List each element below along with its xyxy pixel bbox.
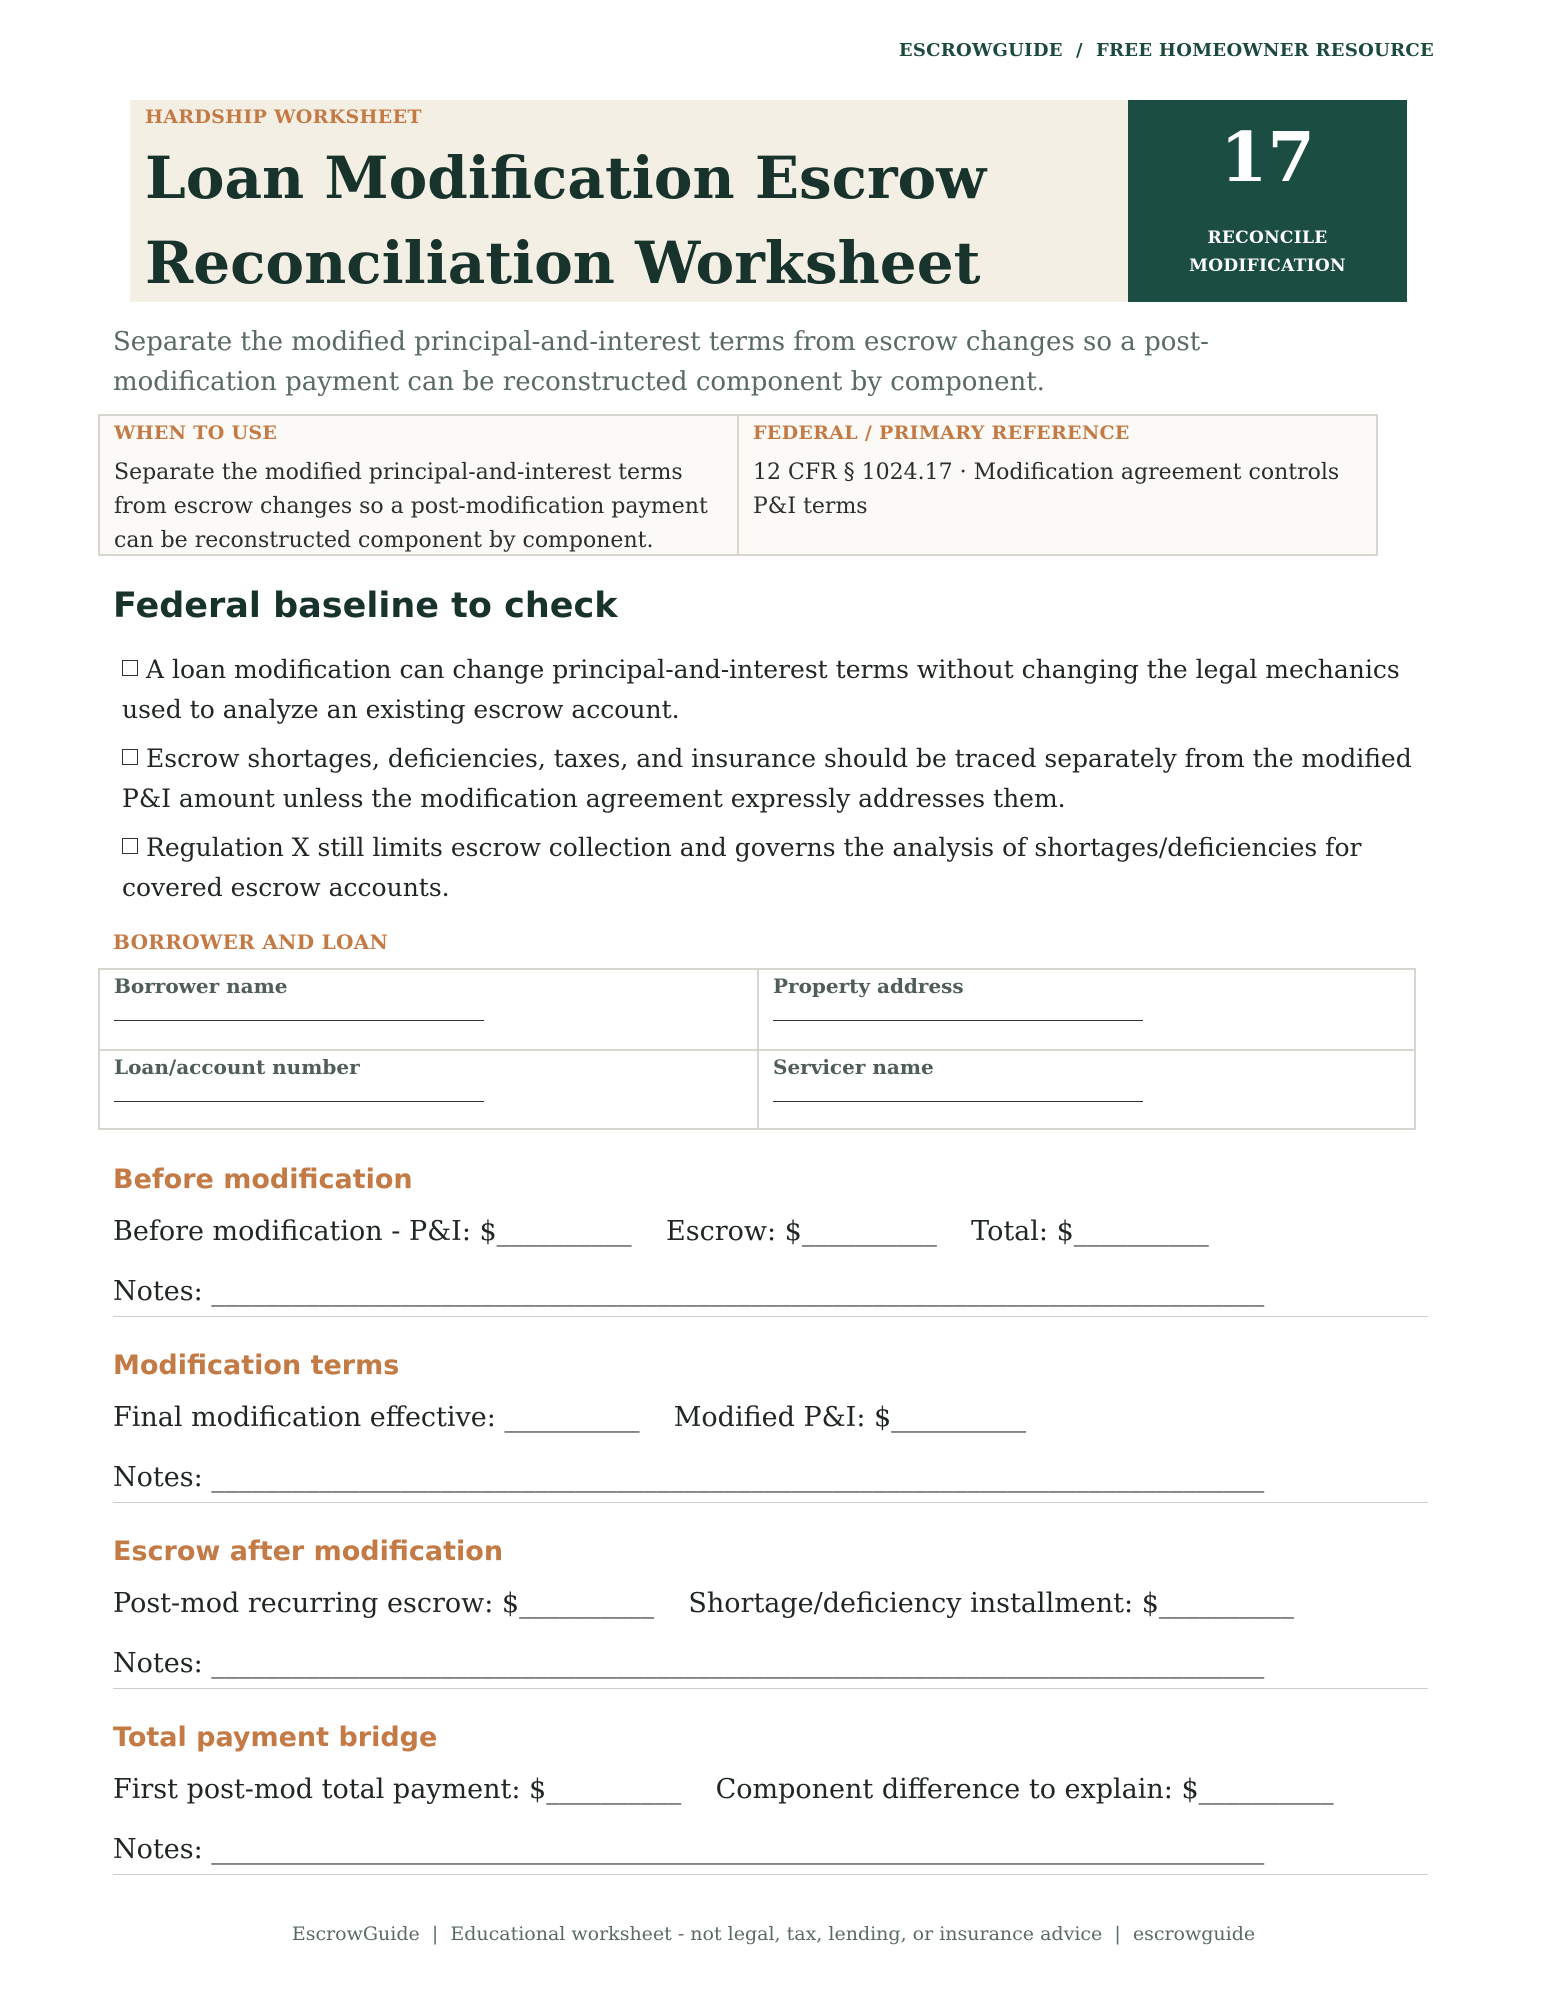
checkbox-icon[interactable] — [122, 838, 138, 854]
checkbox-icon[interactable] — [122, 749, 138, 765]
loan-number-field[interactable] — [114, 1101, 484, 1102]
worksheet-summary: Separate the modified principal-and-interest terms from escrow changes so a post-modification payment can be reconstructed component by component. — [113, 327, 1209, 397]
worksheet-title: Loan Modification Escrow Reconciliation Worksheet — [145, 144, 987, 297]
section-escrow-after-modification — [113, 1530, 1428, 1689]
section-fields[interactable]: First post-mod total payment: $__________ Component difference to explain: $__________ — [113, 1774, 1334, 1805]
baseline-checklist — [122, 650, 1427, 917]
section-total-payment-bridge — [113, 1716, 1428, 1875]
notes-field[interactable]: Notes: ______________________________________________________________________________ — [113, 1834, 1265, 1865]
checklist-item — [122, 650, 1427, 730]
checklist-item — [122, 739, 1427, 819]
reference-text: 12 CFR § 1024.17 · Modification agreement controls P&I terms — [753, 460, 1340, 519]
field-label: Servicer name — [773, 1055, 934, 1079]
checklist-item — [122, 828, 1427, 908]
borrower-loan-grid — [98, 968, 1416, 1130]
when-to-use-text: Separate the modified principal-and-interest terms from escrow changes so a post-modification payment can be reconstructed component by component. — [114, 460, 708, 553]
badge-label — [1128, 224, 1407, 280]
checklist-text: Regulation X still limits escrow collection and governs the analysis of shortages/deficiencies for covered escrow accounts. — [122, 833, 1362, 902]
servicer-name-cell — [757, 1049, 1414, 1128]
section-fields[interactable]: Before modification - P&I: $__________ Escrow: $__________ Total: $__________ — [113, 1216, 1209, 1247]
borrower-section-label: BORROWER AND LOAN — [113, 930, 389, 954]
info-box — [98, 414, 1378, 556]
section-fields[interactable]: Final modification effective: __________ Modified P&I: $__________ — [113, 1402, 1027, 1433]
badge-label-line-1: RECONCILE — [1207, 228, 1328, 248]
field-label: Loan/account number — [114, 1055, 360, 1079]
notes-field[interactable]: Notes: ______________________________________________________________________________ — [113, 1648, 1265, 1679]
section-title: Modification terms — [113, 1350, 400, 1381]
badge-number: 17 — [1220, 118, 1315, 198]
property-address-field[interactable] — [773, 1020, 1143, 1021]
badge-label-line-2: MODIFICATION — [1189, 256, 1346, 276]
section-fields[interactable]: Post-mod recurring escrow: $__________ Shortage/deficiency installment: $__________ — [113, 1588, 1294, 1619]
checklist-text: A loan modification can change principal-and-interest terms without changing the legal mechanics used to analyze an existing escrow account. — [122, 655, 1400, 724]
section-title: Total payment bridge — [113, 1722, 438, 1753]
baseline-heading: Federal baseline to check — [113, 586, 618, 626]
property-address-cell — [757, 970, 1414, 1049]
section-before-modification — [113, 1158, 1428, 1317]
when-to-use-cell — [100, 416, 737, 554]
section-modification-terms — [113, 1344, 1428, 1503]
notes-field[interactable]: Notes: ______________________________________________________________________________ — [113, 1276, 1265, 1307]
page-footer: EscrowGuide | Educational worksheet - not legal, tax, lending, or insurance advice | escrowguide — [291, 1923, 1256, 1945]
field-label: Borrower name — [114, 974, 288, 998]
checklist-text: Escrow shortages, deficiencies, taxes, and insurance should be traced separately from the modified P&I amount unless the modification agreement expressly addresses them. — [122, 744, 1412, 813]
worksheet-number-badge — [1128, 100, 1407, 302]
worksheet-header — [130, 100, 1407, 302]
checkbox-icon[interactable] — [122, 660, 138, 676]
borrower-name-cell — [100, 970, 757, 1049]
section-title: Before modification — [113, 1164, 413, 1195]
servicer-name-field[interactable] — [773, 1101, 1143, 1102]
notes-field[interactable]: Notes: ______________________________________________________________________________ — [113, 1462, 1265, 1493]
borrower-name-field[interactable] — [114, 1020, 484, 1021]
site-topline: ESCROWGUIDE / FREE HOMEOWNER RESOURCE — [898, 40, 1434, 61]
worksheet-kicker: HARDSHIP WORKSHEET — [145, 106, 422, 128]
reference-heading: FEDERAL / PRIMARY REFERENCE — [753, 422, 1130, 444]
section-title: Escrow after modification — [113, 1536, 504, 1567]
when-to-use-heading: WHEN TO USE — [114, 422, 278, 444]
loan-number-cell — [100, 1049, 757, 1128]
field-label: Property address — [773, 974, 964, 998]
reference-cell — [737, 416, 1376, 554]
